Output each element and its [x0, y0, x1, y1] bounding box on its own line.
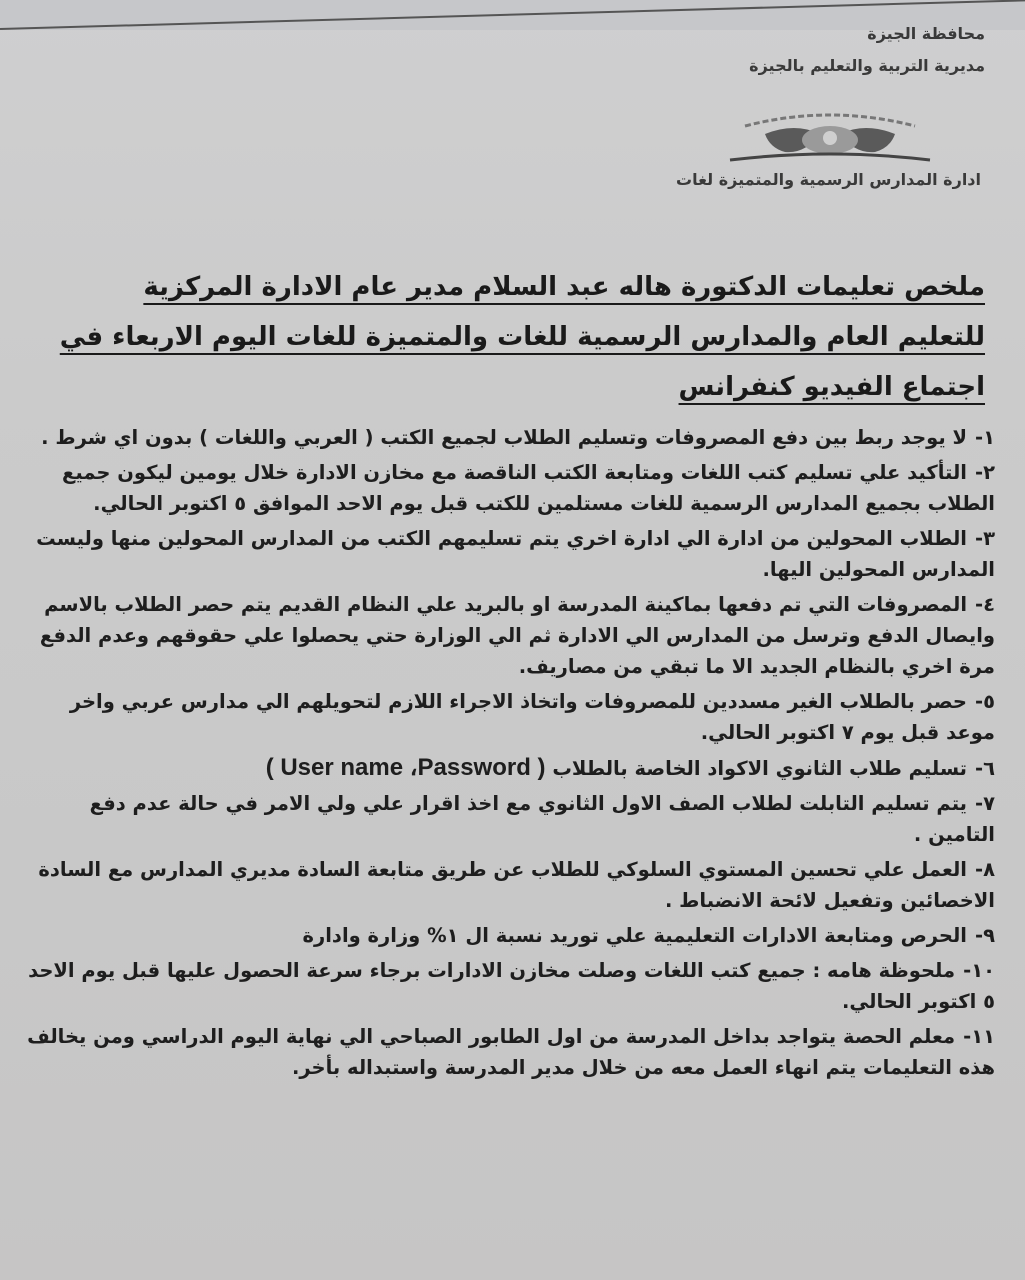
item-number: ٧- [975, 792, 995, 815]
list-item [20, 686, 995, 748]
item-text: الحرص ومتابعة الادارات التعليمية علي توريد نسبة ال ١% وزارة وادارة [302, 924, 967, 947]
document-title [45, 262, 985, 412]
title-line: ملخص تعليمات الدكتورة هاله عبد السلام مدير عام الادارة المركزية [143, 272, 985, 302]
item-number: ١١- [963, 1025, 995, 1048]
list-item [20, 523, 995, 585]
list-item [20, 1021, 995, 1083]
list-item [20, 920, 995, 951]
item-text: التأكيد علي تسليم كتب اللغات ومتابعة الكتب الناقصة مع مخازن الادارة خلال يومين ليكون جميع الطلاب بجميع المدارس الرسمية للغات مستلمين للكتب قبل يوم الاحد الموافق ٥ اكتوبر الحالي. [62, 461, 995, 515]
item-number: ١- [975, 426, 995, 449]
list-item [20, 752, 995, 784]
item-number: ٩- [975, 924, 995, 947]
governorate-name: محافظة الجيزة [867, 24, 985, 43]
title-line: اجتماع الفيديو كنفرانس [678, 372, 985, 402]
list-item [20, 955, 995, 1017]
item-text: تسليم طلاب الثانوي الاكواد الخاصة بالطلاب [552, 757, 967, 780]
item-number: ٤- [975, 593, 995, 616]
list-item [20, 788, 995, 850]
item-text: المصروفات التي تم دفعها بماكينة المدرسة او بالبريد علي النظام القديم يتم حصر الطلاب بالاسم وايصال الدفع وترسل من المدارس الي الادارة ثم الي الوزارة حتي يحصلوا علي حقوقهم وعدم الدفع مرة اخري بالنظام الجديد الا ما تبقي من مصاريف. [39, 593, 995, 678]
department-name: ادارة المدارس الرسمية والمتميزة لغات [676, 170, 981, 189]
title-line: للتعليم العام والمدارس الرسمية للغات والمتميزة للغات اليوم الاربعاء في [59, 322, 985, 352]
item-number: ٢- [975, 461, 995, 484]
item-number: ٥- [975, 690, 995, 713]
list-item [20, 457, 995, 519]
item-text: يتم تسليم التابلت لطلاب الصف الاول الثانوي مع اخذ اقرار علي ولي الامر في حالة عدم دفع التامين . [89, 792, 995, 846]
letterhead [665, 18, 985, 196]
list-item [20, 589, 995, 682]
directorate-name: مديرية التربية والتعليم بالجيزة [749, 56, 985, 75]
item-text: معلم الحصة يتواجد بداخل المدرسة من اول الطابور الصباحي الي نهاية اليوم الدراسي ومن يخالف هذه التعليمات يتم انهاء العمل معه من خلال مدير المدرسة واستبداله بأخر. [27, 1025, 995, 1079]
list-item [20, 854, 995, 916]
list-item [20, 422, 995, 453]
item-text: ملحوظة هامه : جميع كتب اللغات وصلت مخازن الادارات برجاء سرعة الحصول عليها قبل يوم الاحد ٥ اكتوبر الحالي. [28, 959, 995, 1013]
item-number: ٨- [975, 858, 995, 881]
item-text: حصر بالطلاب الغير مسددين للمصروفات واتخاذ الاجراء اللازم لتحويلهم الي مدارس عربي واخر موعد قبل يوم ٧ اكتوبر الحالي. [69, 690, 995, 744]
item-text: العمل علي تحسين المستوي السلوكي للطلاب عن طريق متابعة السادة مديري المدارس مع السادة الاخصائين وتفعيل لائحة الانضباط . [38, 858, 995, 912]
item-number: ١٠- [963, 959, 995, 982]
item-text: الطلاب المحولين من ادارة الي ادارة اخري يتم تسليمهم الكتب من المدارس المحولين منها وليست المدارس المحولين اليها. [36, 527, 995, 581]
instructions-list [20, 422, 995, 1087]
credentials-label: ( User name ،Password ) [265, 754, 546, 781]
item-number: ٦- [975, 757, 995, 780]
item-text: لا يوجد ربط بين دفع المصروفات وتسليم الطلاب لجميع الكتب ( العربي واللغات ) بدون اي شرط . [41, 426, 967, 449]
ministry-logo-icon [725, 104, 935, 164]
item-number: ٣- [975, 527, 995, 550]
